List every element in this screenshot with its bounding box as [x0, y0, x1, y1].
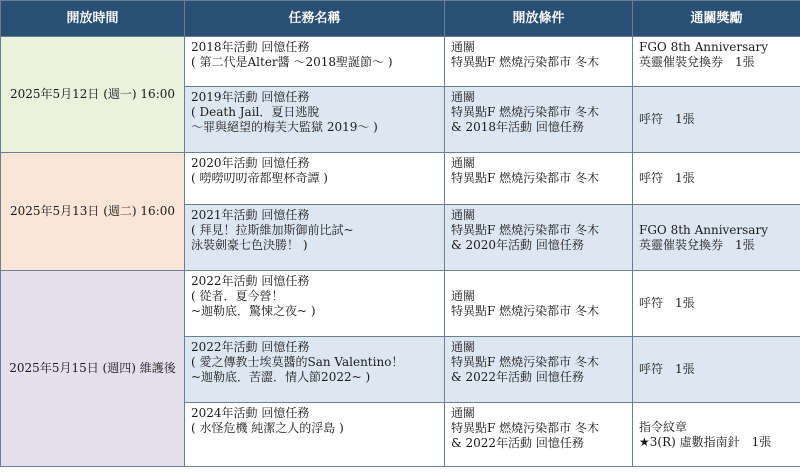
- condition-line: 特異點F 燃燒污染都市 冬木: [451, 421, 599, 435]
- condition-line: 特異點F 燃燒污染都市 冬木: [451, 303, 599, 318]
- mission-line: 2021年活動 回憶任務: [191, 208, 310, 222]
- open-date: 2025年5月12日 (週一) 16:00: [1, 37, 185, 153]
- reward-line: 呼符 1張: [639, 362, 695, 376]
- mission-line: ( 水怪危機 純潔之人的浮島 ): [191, 421, 344, 435]
- reward-line: 呼符 1張: [639, 112, 695, 126]
- mission-line: ( 第二代是Alter醬 ～2018聖誕節～ ): [191, 55, 393, 69]
- open-condition: [445, 205, 633, 271]
- condition-line: 特異點F 燃燒污染都市 冬木: [451, 171, 599, 185]
- condition-line: 特異點F 燃燒污染都市 冬木: [451, 55, 599, 69]
- condition-line: 特異點F 燃燒污染都市 冬木: [451, 223, 599, 237]
- mission-line: ～罪與絕望的梅芙大監獄 2019～ ): [191, 120, 378, 134]
- condition-line: & 2020年活動 回憶任務: [451, 238, 584, 252]
- open-date: 2025年5月13日 (週二) 16:00: [1, 153, 185, 271]
- header-time: 開放時間: [1, 1, 185, 37]
- group-may-12: [1, 37, 800, 153]
- clear-reward: [633, 337, 800, 403]
- mission-line: 2018年活動 回憶任務: [191, 40, 310, 54]
- condition-line: 通關: [451, 90, 476, 104]
- reward-line: FGO 8th Anniversary: [639, 40, 768, 54]
- header-reward: 通關獎勵: [633, 1, 800, 37]
- header-mission: 任務名稱: [185, 1, 445, 37]
- table-row: [1, 37, 800, 87]
- header-condition: 開放條件: [445, 1, 633, 37]
- open-condition: [445, 87, 633, 153]
- condition-line: 通關: [451, 208, 476, 222]
- reward-line: 呼符 1張: [639, 296, 695, 310]
- reward-line: ★3(R) 虛數指南針 1張: [639, 434, 772, 449]
- open-condition: [445, 337, 633, 403]
- reward-line: FGO 8th Anniversary: [639, 222, 768, 237]
- condition-line: 特異點F 燃燒污染都市 冬木: [451, 355, 599, 369]
- mission-line: 2022年活動 回憶任務: [191, 340, 310, 354]
- mission-line: 泳裝劍豪七色決勝！ ): [191, 238, 308, 252]
- mission-name: [185, 403, 445, 467]
- clear-reward: [633, 153, 800, 205]
- mission-name: [185, 87, 445, 153]
- mission-line: ( 拜見！拉斯維加斯御前比試~: [191, 223, 354, 237]
- mission-name: [185, 271, 445, 337]
- mission-line: ~迦勒底．苦澀．情人節2022~ ): [191, 370, 371, 384]
- clear-reward: [633, 205, 800, 271]
- mission-name: [185, 153, 445, 205]
- condition-line: & 2022年活動 回憶任務: [451, 436, 584, 450]
- open-condition: [445, 403, 633, 467]
- condition-line: 通關: [451, 288, 476, 303]
- mission-line: ( Death Jail．夏日逃脫: [191, 105, 320, 119]
- reward-line: 指令紋章: [639, 419, 688, 434]
- mission-line: ( 從者．夏今營！: [191, 289, 284, 303]
- condition-line: 通關: [451, 156, 476, 170]
- reward-line: 呼符 1張: [639, 171, 695, 185]
- table-row: [1, 271, 800, 337]
- condition-line: 特異點F 燃燒污染都市 冬木: [451, 105, 599, 119]
- clear-reward: [633, 87, 800, 153]
- condition-line: 通關: [451, 340, 476, 354]
- mission-line: 2024年活動 回憶任務: [191, 406, 310, 420]
- mission-line: 2019年活動 回憶任務: [191, 90, 310, 104]
- clear-reward: [633, 403, 800, 467]
- mission-name: [185, 37, 445, 87]
- table-row: [1, 153, 800, 205]
- reward-line: 英靈催裝兌換券 1張: [639, 237, 755, 252]
- condition-line: & 2018年活動 回憶任務: [451, 120, 584, 134]
- condition-line: 通關: [451, 40, 476, 54]
- group-may-13: [1, 153, 800, 271]
- open-condition: [445, 153, 633, 205]
- reward-line: 英靈催裝兌換券 1張: [639, 55, 755, 69]
- open-condition: [445, 271, 633, 337]
- group-may-15: [1, 271, 800, 467]
- mission-line: 2020年活動 回憶任務: [191, 156, 310, 170]
- mission-name: [185, 337, 445, 403]
- condition-line: 通關: [451, 406, 476, 420]
- open-condition: [445, 37, 633, 87]
- mission-line: ( 愛之傳教士埃莫醬的San Valentino！: [191, 355, 404, 369]
- condition-line: & 2022年活動 回憶任務: [451, 370, 584, 384]
- mission-line: ( 嘮嘮叨叨帝都聖杯奇譚 ): [191, 171, 328, 185]
- open-date: 2025年5月15日 (週四) 維護後: [1, 271, 185, 467]
- clear-reward: [633, 37, 800, 87]
- header-row: [1, 1, 800, 37]
- clear-reward: [633, 271, 800, 337]
- mission-name: [185, 205, 445, 271]
- mission-line: ~迦勒底．驚悚之夜~ ): [191, 304, 316, 318]
- mission-line: 2022年活動 回憶任務: [191, 274, 310, 288]
